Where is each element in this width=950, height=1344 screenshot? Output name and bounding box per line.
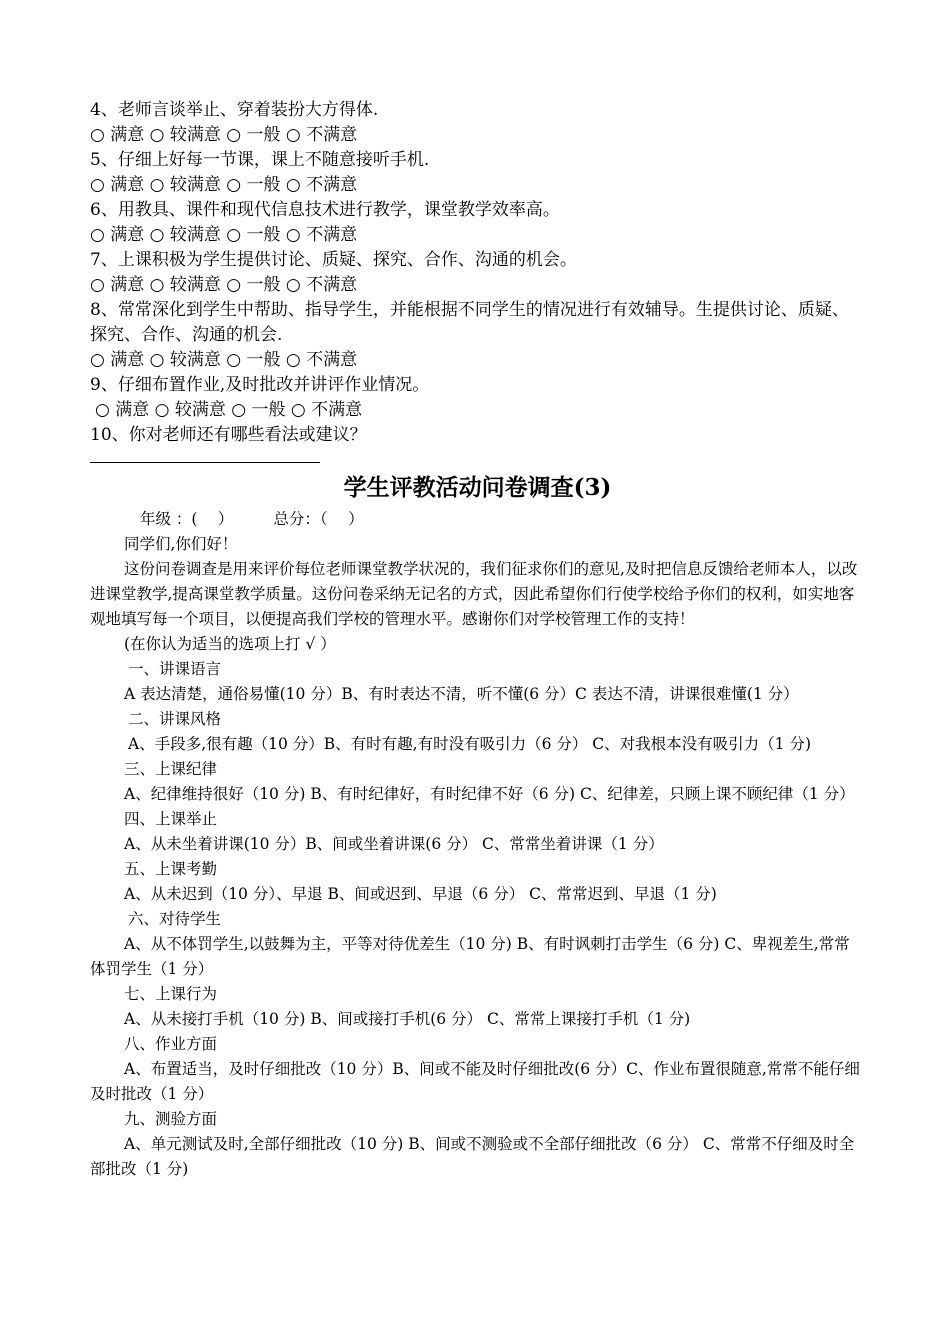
grade-score-row [90, 507, 865, 532]
section-8-options[interactable]: A、布置适当，及时仔细批改（10 分）B、间或不能及时仔细批改(6 分）C、作业布置很随意,常常不能仔细及时批改（1 分） [90, 1060, 860, 1103]
section-3-title: 三、上课纪律 [124, 760, 218, 778]
questions-section [90, 98, 865, 463]
question-8-options[interactable]: ○ 满意 ○ 较满意 ○ 一般 ○ 不满意 [90, 350, 358, 370]
section-2-title: 二、讲课风格 [128, 710, 222, 728]
section-9-options[interactable]: A、单元测试及时,全部仔细批改（10 分) B、间或不测验或不全部仔细批改（6 分） C、常常不仔细及时全部批改（1 分) [90, 1135, 855, 1178]
section-7-options[interactable]: A、从未接打手机（10 分) B、间或接打手机(6 分） C、常常上课接打手机（1 分) [124, 1010, 691, 1028]
instruction: (在你认为适当的选项上打 √ ） [124, 635, 336, 653]
section-3-options[interactable]: A、纪律维持很好（10 分) B、有时纪律好，有时纪律不好（6 分) C、纪律差，只顾上课不顾纪律（1 分） [124, 785, 855, 803]
grade-field[interactable]: 年级 ：( ） [140, 510, 234, 528]
score-field[interactable]: 总分：（ ） [273, 510, 364, 528]
question-6-options[interactable]: ○ 满意 ○ 较满意 ○ 一般 ○ 不满意 [90, 225, 358, 245]
question-5: 5、仔细上好每一节课，课上不随意接听手机. [90, 150, 430, 170]
question-4-options[interactable]: ○ 满意 ○ 较满意 ○ 一般 ○ 不满意 [90, 125, 358, 145]
section-1-options[interactable]: A 表达清楚，通俗易懂(10 分）B、有时表达不清，听不懂(6 分）C 表达不清，讲课很难懂(1 分） [124, 685, 799, 703]
section-5-options[interactable]: A、从未迟到（10 分）、早退 B、间或迟到、早退（6 分） C、常常迟到、早退（1 分) [124, 885, 717, 903]
section-4-options[interactable]: A、从未坐着讲课(10 分）B、间或坐着讲课(6 分） C、常常坐着讲课（1 分） [124, 835, 664, 853]
section-6-title: 六、对待学生 [128, 910, 222, 928]
section-7-title: 七、上课行为 [124, 985, 218, 1003]
document-page [90, 98, 865, 1182]
section-9-title: 九、测验方面 [124, 1110, 218, 1128]
section-1-title: 一、讲课语言 [128, 660, 222, 678]
survey-section [90, 507, 865, 1182]
section-5-title: 五、上课考勤 [124, 860, 218, 878]
question-6: 6、用教具、课件和现代信息技术进行教学，课堂教学效率高。 [90, 200, 560, 220]
survey-title: 学生评教活动问卷调查(3) [343, 474, 612, 501]
section-2-options[interactable]: A、手段多,很有趣（10 分）B、有时有趣,有时没有吸引力（6 分） C、对我根本没有吸引力（1 分) [128, 735, 812, 753]
intro-paragraph: 这份问卷调查是用来评价每位老师课堂教学状况的，我们征求你们的意见,及时把信息反馈给老师本人，以改进课堂教学,提高课堂教学质量。这份问卷采纳无记名的方式，因此希望你们行使学校给予你们的权利，如实地客观地填写每一个项目，以便提高我们学校的管理水平。感谢你们对学校管理工作的支持！ [90, 560, 858, 628]
section-6-options[interactable]: A、从不体罚学生,以鼓舞为主，平等对待优差生（10 分) B、有时讽刺打击学生（6 分) C、卑视差生,常常体罚学生（1 分） [90, 935, 850, 978]
question-7: 7、上课积极为学生提供讨论、质疑、探究、合作、沟通的机会。 [90, 250, 577, 270]
answer-blank-line[interactable] [90, 448, 320, 463]
question-4: 4、老师言谈举止、穿着装扮大方得体. [90, 100, 379, 120]
question-9-options[interactable]: ○ 满意 ○ 较满意 ○ 一般 ○ 不满意 [95, 400, 363, 420]
question-9: 9、仔细布置作业,及时批改并讲评作业情况。 [90, 375, 430, 395]
section-8-title: 八、作业方面 [124, 1035, 218, 1053]
question-5-options[interactable]: ○ 满意 ○ 较满意 ○ 一般 ○ 不满意 [90, 175, 358, 195]
question-10: 10、你对老师还有哪些看法或建议？ [90, 425, 367, 445]
greeting: 同学们,你们好！ [124, 535, 238, 553]
question-8: 8、常常深化到学生中帮助、指导学生，并能根据不同学生的情况进行有效辅导。生提供讨论、质疑、探究、合作、沟通的机会. [90, 300, 849, 345]
question-7-options[interactable]: ○ 满意 ○ 较满意 ○ 一般 ○ 不满意 [90, 275, 358, 295]
section-4-title: 四、上课举止 [124, 810, 218, 828]
